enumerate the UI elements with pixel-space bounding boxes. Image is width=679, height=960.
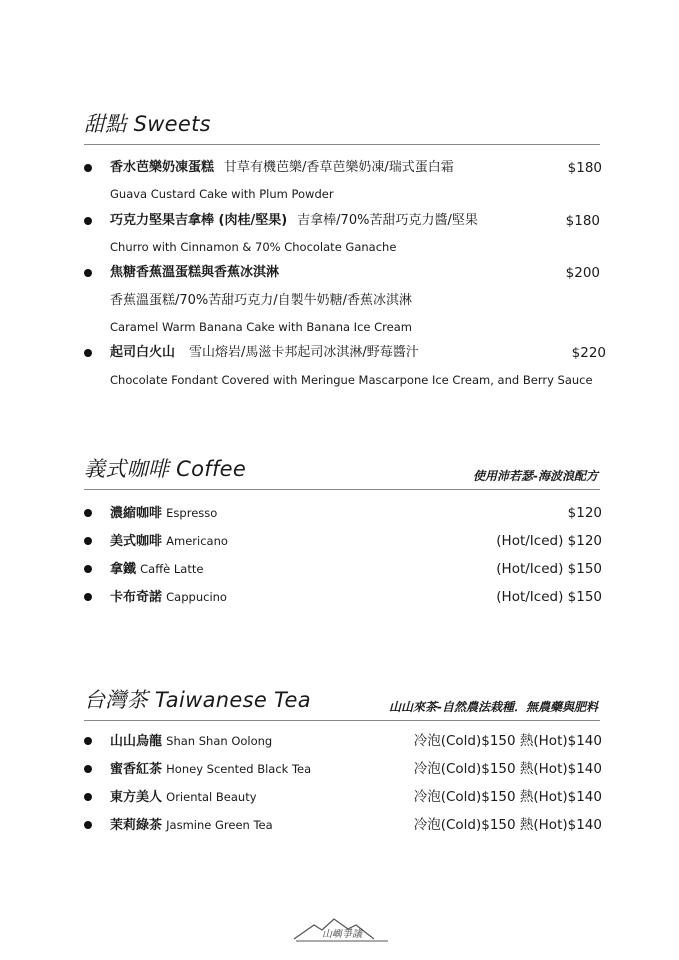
bullet-icon [84, 793, 92, 801]
svg-text:山嶼爭議: 山嶼爭議 [322, 929, 362, 940]
bullet-icon [84, 737, 92, 745]
item-name-en: Honey Scented Black Tea [166, 762, 312, 776]
bullet-icon [84, 349, 92, 357]
bullet-icon [84, 821, 92, 829]
tea-item-2 [84, 759, 602, 781]
coffee-title: 義式咖啡 Coffee [84, 457, 247, 481]
item-name-en: Oriental Beauty [166, 790, 257, 804]
item-name-zh: 美式咖啡 [110, 534, 163, 549]
item-price: 冷泡(Cold)$150 熱(Hot)$140 [413, 761, 602, 777]
item-name-zh: 拿鐵 [110, 562, 137, 577]
item-name-en: Americano [166, 534, 228, 548]
coffee-section [84, 453, 600, 490]
coffee-note: 使用沛若瑟-海波浪配方 [473, 469, 598, 483]
item-price: 冷泡(Cold)$150 熱(Hot)$140 [413, 733, 602, 749]
item-name-zh: 東方美人 [110, 790, 163, 805]
tea-header [84, 684, 600, 721]
tea-note: 山山來茶-自然農法栽種．無農藥與肥料 [389, 700, 598, 714]
item-name-en: Caffè Latte [140, 562, 204, 576]
item-name-en: Caramel Warm Banana Cake with Banana Ice Cream [110, 320, 412, 334]
item-name-zh: 山山烏龍 [110, 734, 163, 749]
bullet-icon [84, 164, 92, 172]
item-name-zh: 香水芭樂奶凍蛋糕 [110, 160, 215, 175]
item-name-zh: 茉莉綠茶 [110, 818, 163, 833]
item-price: $200 [565, 265, 600, 281]
item-price: (Hot/Iced) $150 [496, 589, 602, 605]
bullet-icon [84, 765, 92, 773]
item-name-zh: 蜜香紅茶 [110, 762, 163, 777]
bullet-icon [84, 565, 92, 573]
item-name-zh: 焦糖香蕉溫蛋糕與香蕉冰淇淋 [110, 265, 280, 280]
item-name-en: Shan Shan Oolong [166, 734, 273, 748]
coffee-item-1 [84, 503, 602, 525]
item-desc: 雪山熔岩/馬滋卡邦起司冰淇淋/野莓醬汁 [189, 345, 419, 360]
bullet-icon [84, 593, 92, 601]
bullet-icon [84, 217, 92, 225]
item-price: 冷泡(Cold)$150 熱(Hot)$140 [413, 789, 602, 805]
mountain-logo-icon [292, 915, 392, 943]
tea-item-3 [84, 787, 602, 809]
tea-section [84, 684, 600, 721]
item-price: 冷泡(Cold)$150 熱(Hot)$140 [413, 817, 602, 833]
item-desc: 吉拿棒/70%苦甜巧克力醬/堅果 [297, 213, 478, 228]
coffee-header [84, 453, 600, 490]
item-name-en: Espresso [166, 506, 218, 520]
bullet-icon [84, 269, 92, 277]
sweets-title: 甜點 Sweets [84, 112, 211, 136]
bullet-icon [84, 537, 92, 545]
coffee-item-4 [84, 587, 602, 609]
item-price: (Hot/Iced) $150 [496, 561, 602, 577]
item-name-zh: 巧克力堅果吉拿棒 (肉桂/堅果) [110, 213, 288, 228]
item-name-en: Jasmine Green Tea [166, 818, 273, 832]
item-name-en: Guava Custard Cake with Plum Powder [110, 187, 334, 201]
tea-title: 台灣茶 Taiwanese Tea [84, 688, 311, 712]
item-name-zh: 起司白火山 [110, 345, 176, 360]
tea-item-4 [84, 815, 602, 837]
item-price: $120 [567, 505, 602, 521]
item-price: $220 [571, 345, 606, 361]
bullet-icon [84, 509, 92, 517]
item-price: $180 [565, 213, 600, 229]
item-name-en: Churro with Cinnamon & 70% Chocolate Ganache [110, 240, 397, 254]
coffee-item-3 [84, 559, 602, 581]
item-name-en: Chocolate Fondant Covered with Meringue Mascarpone Ice Cream, and Berry Sauce [110, 373, 593, 387]
tea-item-1 [84, 731, 602, 753]
item-name-zh: 濃縮咖啡 [110, 506, 163, 521]
sweets-header [84, 108, 600, 145]
item-price: (Hot/Iced) $120 [496, 533, 602, 549]
sweets-section [84, 108, 600, 145]
item-desc: 香蕉溫蛋糕/70%苦甜巧克力/自製牛奶糖/香蕉冰淇淋 [110, 293, 413, 308]
item-price: $180 [567, 160, 602, 176]
coffee-item-2 [84, 531, 602, 553]
item-name-en: Cappucino [166, 590, 227, 604]
item-desc: 甘草有機芭樂/香草芭樂奶凍/瑞式蛋白霜 [224, 160, 454, 175]
item-name-zh: 卡布奇諾 [110, 590, 163, 605]
brand-logo [292, 915, 392, 943]
